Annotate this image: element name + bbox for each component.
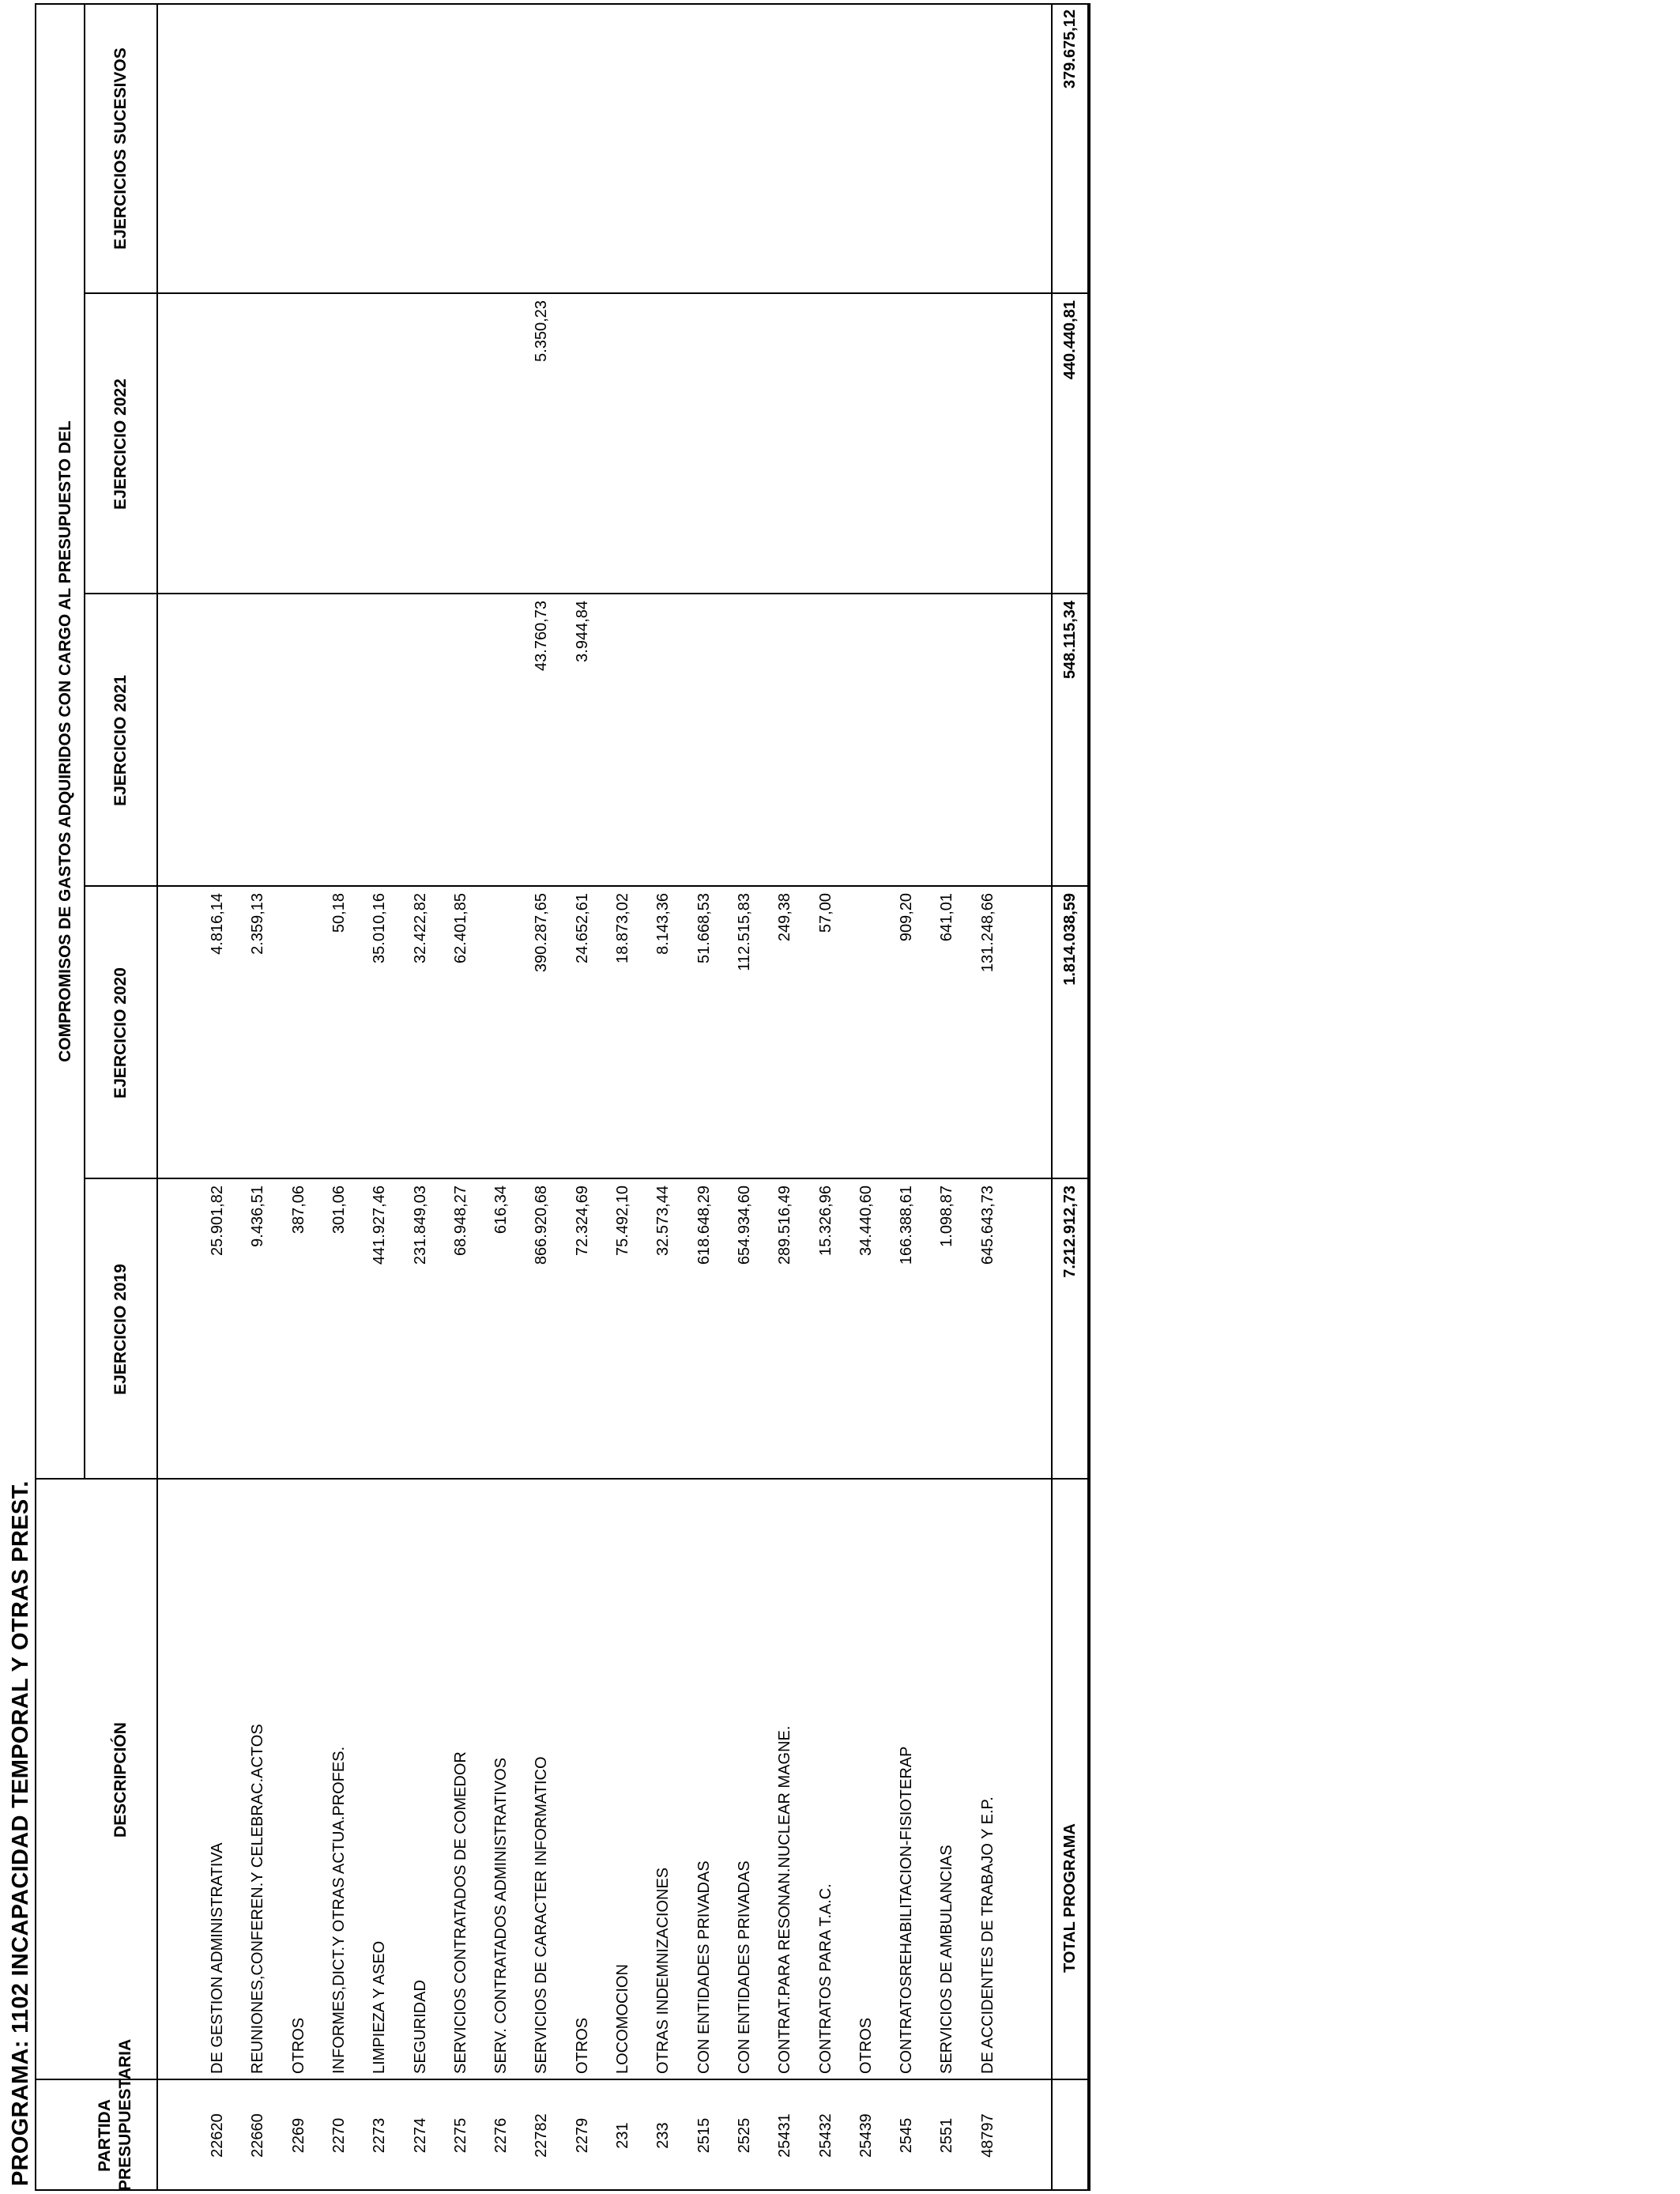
row-value-v2020: 35.010,16 (371, 893, 389, 963)
row-value-v2020: 249,38 (776, 893, 794, 942)
col-sep-2020 (84, 885, 1089, 887)
row-value-v2021: 43.760,73 (533, 601, 551, 671)
col-sep-2021 (84, 593, 1089, 594)
row-partida: 22782 (533, 2113, 551, 2158)
row-descripcion: CONTRATOSREHABILITACION-FISIOTERAP (898, 1746, 916, 2074)
main-table (35, 3, 1089, 2191)
row-partida: 2269 (289, 2117, 307, 2154)
row-value-v2019: 618.648,29 (695, 1186, 713, 1265)
row-value-v2020: 18.873,02 (614, 893, 631, 963)
row-value-v2019: 1.098,87 (938, 1186, 956, 1247)
total-2022: 440.440,81 (1061, 300, 1079, 380)
row-value-v2019: 9.436,51 (249, 1186, 267, 1247)
row-value-v2019: 25.901,82 (209, 1186, 226, 1256)
header-partida: PARTIDA PRESUPUESTARIA (96, 2038, 134, 2191)
header-ejercicio-2019: EJERCICIO 2019 (111, 1264, 130, 1395)
row-value-v2020: 62.401,85 (451, 893, 469, 963)
row-value-v2020: 390.287,65 (533, 893, 551, 973)
row-partida: 2279 (573, 2117, 591, 2154)
row-value-v2019: 68.948,27 (451, 1186, 469, 1256)
row-partida: 25432 (816, 2113, 834, 2158)
row-descripcion: DE GESTION ADMINISTRATIVA (209, 1842, 226, 2074)
row-descripcion: CONTRAT.PARA RESONAN.NUCLEAR MAGNE. (776, 1725, 794, 2074)
row-partida: 2525 (735, 2117, 753, 2154)
row-value-v2020: 51.668,53 (695, 893, 713, 963)
row-value-v2019: 301,06 (330, 1186, 348, 1235)
row-partida: 22620 (209, 2113, 226, 2158)
col-sep-2022 (84, 292, 1089, 294)
row-descripcion: LIMPIEZA Y ASEO (371, 1940, 389, 2074)
row-value-v2019: 289.516,49 (776, 1186, 794, 1265)
row-descripcion: SERVICIOS DE CARACTER INFORMATICO (533, 1756, 551, 2074)
row-value-v2020: 57,00 (816, 893, 834, 933)
row-descripcion: CON ENTIDADES PRIVADAS (735, 1860, 753, 2074)
header-ejercicio-2020: EJERCICIO 2020 (111, 967, 130, 1099)
total-label: TOTAL PROGRAMA (1061, 1823, 1079, 1973)
row-value-v2019: 645.643,73 (978, 1186, 996, 1265)
row-descripcion: SERV. CONTRATADOS ADMINISTRATIVOS (492, 1757, 510, 2074)
row-descripcion: CON ENTIDADES PRIVADAS (695, 1860, 713, 2074)
row-value-v2019: 387,06 (289, 1186, 307, 1235)
col-sep-descripcion (35, 1478, 1089, 1480)
row-value-v2020: 32.422,82 (411, 893, 429, 963)
row-value-v2022: 5.350,23 (533, 300, 551, 362)
row-descripcion: OTROS (573, 2017, 591, 2074)
row-partida: 2515 (695, 2117, 713, 2154)
row-value-v2019: 75.492,10 (614, 1186, 631, 1256)
row-value-v2020: 24.652,61 (573, 893, 591, 963)
row-value-v2020: 50,18 (330, 893, 348, 933)
row-descripcion: DE ACCIDENTES DE TRABAJO Y E.P. (978, 1796, 996, 2074)
row-value-v2019: 231.849,03 (411, 1186, 429, 1265)
row-descripcion: SEGURIDAD (411, 1980, 429, 2074)
row-descripcion: CONTRATOS PARA T.A.C. (816, 1883, 834, 2074)
row-value-v2019: 166.388,61 (898, 1186, 916, 1265)
row-value-v2019: 654.934,60 (735, 1186, 753, 1265)
header-ejercicios-sucesivos: EJERCICIOS SUCESIVOS (111, 47, 130, 250)
header-compromisos: COMPROMISOS DE GASTOS ADQUIRIDOS CON CARGO AL PRESUPUESTO DEL (56, 420, 74, 1062)
row-descripcion: REUNIONES,CONFEREN.Y CELEBRAC.ACTOS (249, 1724, 267, 2074)
row-descripcion: OTRAS INDEMNIZACIONES (654, 1867, 672, 2074)
row-value-v2019: 32.573,44 (654, 1186, 672, 1256)
row-descripcion: SERVICIOS CONTRATADOS DE COMEDOR (451, 1751, 469, 2074)
total-sep-4 (1051, 292, 1090, 294)
row-value-v2020: 909,20 (898, 893, 916, 942)
row-value-v2019: 866.920,68 (533, 1186, 551, 1265)
header-ejercicio-2022: EJERCICIO 2022 (111, 379, 130, 510)
row-partida: 2276 (492, 2117, 510, 2154)
row-partida: 22660 (249, 2113, 267, 2158)
col-sep-2019 (84, 1178, 1089, 1179)
row-value-v2020: 131.248,66 (978, 893, 996, 973)
row-descripcion: SERVICIOS DE AMBULANCIAS (938, 1845, 956, 2074)
header-ejercicio-2021: EJERCICIO 2021 (111, 675, 130, 806)
row-partida: 48797 (978, 2113, 996, 2158)
row-value-v2020: 112.515,83 (735, 893, 753, 971)
row-value-v2019: 72.324,69 (573, 1186, 591, 1256)
row-value-v2020: 4.816,14 (209, 893, 226, 955)
row-descripcion: LOCOMOCION (614, 1964, 631, 2074)
header-line-group (84, 3, 85, 1480)
row-partida: 2551 (938, 2117, 956, 2154)
row-partida: 25431 (776, 2113, 794, 2158)
total-sep-3 (1051, 593, 1090, 594)
row-value-v2019: 441.927,46 (371, 1186, 389, 1265)
total-2019: 7.212.912,73 (1061, 1186, 1079, 1278)
row-descripcion: OTROS (857, 2017, 875, 2074)
row-value-v2019: 34.440,60 (857, 1186, 875, 1256)
row-value-v2019: 616,34 (492, 1186, 510, 1235)
total-2021: 548.115,34 (1061, 601, 1079, 679)
header-descripcion: DESCRIPCIÓN (111, 1722, 130, 1838)
total-sucesivos: 379.675,12 (1061, 9, 1079, 89)
row-partida: 2270 (330, 2117, 348, 2154)
row-descripcion: OTROS (289, 2017, 307, 2074)
row-value-v2020: 8.143,36 (654, 893, 672, 955)
row-partida: 2545 (898, 2117, 916, 2154)
col-sep-partida (35, 2079, 1089, 2080)
total-sep-2 (1051, 885, 1090, 887)
total-2020: 1.814.038,59 (1061, 893, 1079, 986)
row-value-v2021: 3.944,84 (573, 601, 591, 662)
row-partida: 25439 (857, 2113, 875, 2158)
row-partida: 2274 (411, 2117, 429, 2154)
row-partida: 231 (614, 2122, 631, 2149)
row-partida: 2273 (371, 2117, 389, 2154)
total-sep-1 (1051, 1178, 1090, 1179)
row-value-v2020: 2.359,13 (249, 893, 267, 955)
row-partida: 2275 (451, 2117, 469, 2154)
program-title: PROGRAMA: 1102 INCAPACIDAD TEMPORAL Y OTRAS PREST. (8, 1480, 33, 2186)
header-line-bottom (156, 3, 158, 2191)
row-value-v2019: 15.326,96 (816, 1186, 834, 1256)
row-value-v2020: 641,01 (938, 893, 956, 942)
row-partida: 233 (654, 2122, 672, 2149)
row-descripcion: INFORMES,DICT.Y OTRAS ACTUA.PROFES. (330, 1746, 348, 2074)
